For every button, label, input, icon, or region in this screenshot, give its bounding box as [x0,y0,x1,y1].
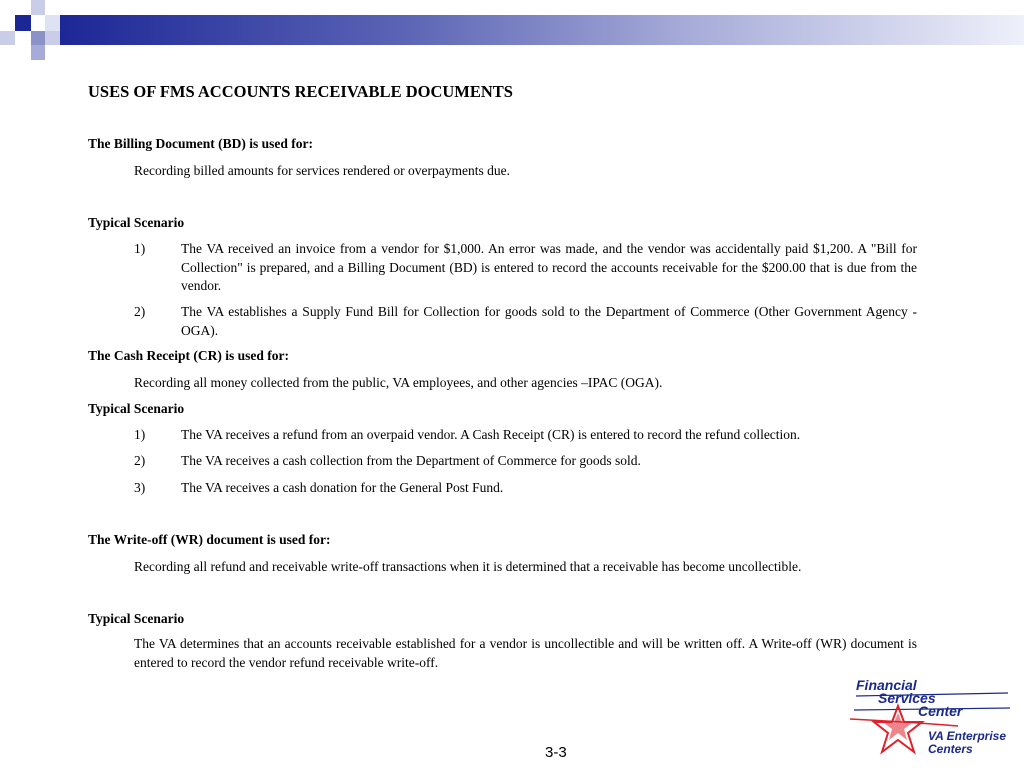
header-square-dark [15,15,31,31]
header-square-light [0,31,15,45]
logo-text-services: Services [878,690,936,706]
logo-text-va-enterprise: VA Enterprise [928,729,1007,743]
list-item [134,303,917,340]
section-heading-write-off: The Write-off (WR) document is used for: [88,532,331,547]
list-item-number: 2) [134,304,146,319]
header-square-light [31,0,45,15]
page-number: 3-3 [545,744,567,761]
header-gradient-bar [60,15,1024,45]
list-item-text: The VA receives a refund from an overpaid vendor. A Cash Receipt (CR) is entered to record the refund collection. [181,427,801,442]
list-item-number: 1) [134,427,146,442]
section-description-cash-receipt: Recording all money collected from the public, VA employees, and other agencies –IPAC (OGA). [134,375,663,390]
list-item-text: The VA establishes a Supply Fund Bill for Collection for goods sold to the Department of Commerce (Other Government Agency - OGA). [181,304,917,338]
section-heading-cash-receipt: The Cash Receipt (CR) is used for: [88,348,289,363]
list-item-number: 3) [134,480,146,495]
page-title: USES OF FMS ACCOUNTS RECEIVABLE DOCUMENTS [88,82,513,101]
scenario-heading-cash-receipt: Typical Scenario [88,401,185,416]
list-item-text: The VA receives a cash donation for the General Post Fund. [181,480,504,495]
section-description-billing: Recording billed amounts for services rendered or overpayments due. [134,163,511,178]
header-square-light [45,15,60,31]
logo-text-center: Center [918,703,963,719]
logo-text-financial: Financial [856,677,917,693]
list-item-text: The VA received an invoice from a vendor for $1,000. An error was made, and the vendor was accidentally paid $1,200. A "Bill for Collection" is prepared, and a Billing Document (BD) is entered to record the accounts receivable for the $200.00 that is due from the vendor. [181,241,917,293]
section-heading-billing: The Billing Document (BD) is used for: [88,136,314,151]
header-square-mid [31,45,45,60]
fsc-logo [848,676,1018,761]
list-item [134,479,917,498]
header-square-mid [31,31,45,45]
list-item-number: 1) [134,241,146,256]
logo-text-centers: Centers [928,742,973,756]
list-item [134,452,917,471]
scenario-heading-billing: Typical Scenario [88,215,185,230]
list-item [134,240,917,296]
section-description-write-off: Recording all refund and receivable write-off transactions when it is determined that a receivable has become uncollectible. [134,559,802,574]
header-square-light [45,31,60,45]
star-icon [884,713,912,740]
scenario-text-write-off: The VA determines that an accounts receivable established for a vendor is uncollectible and will be written off. A Write-off (WR) document is entered to record the vendor refund receivable write-off. [134,636,917,670]
scenario-heading-write-off: Typical Scenario [88,611,185,626]
list-item [134,426,917,445]
list-item-text: The VA receives a cash collection from the Department of Commerce for goods sold. [181,453,641,468]
list-item-number: 2) [134,453,146,468]
